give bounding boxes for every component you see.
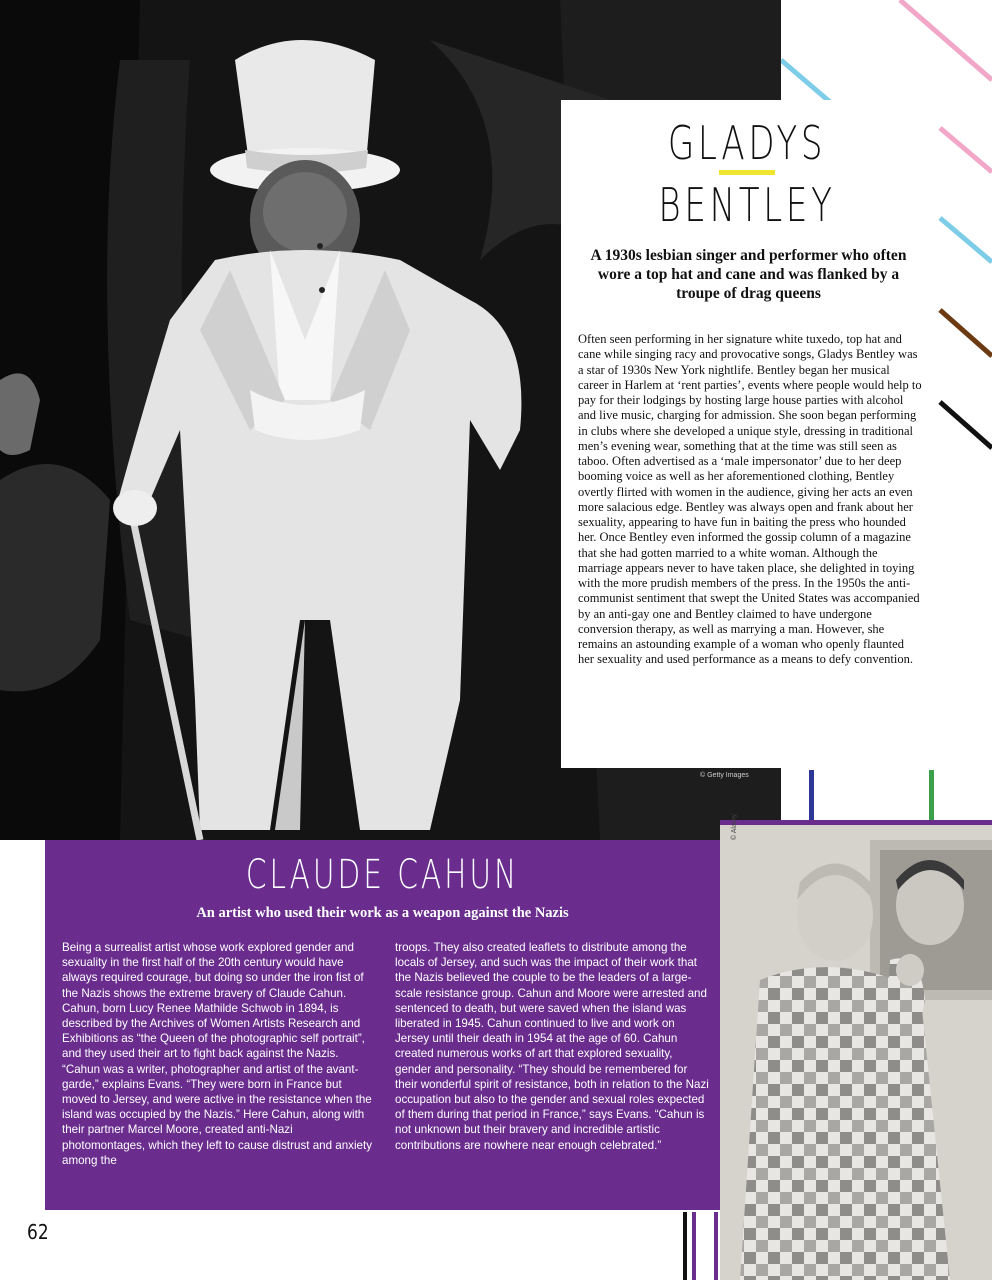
title-underline xyxy=(719,170,775,175)
title-line-1: GLADYS xyxy=(667,116,827,170)
stripe-blue-2 xyxy=(940,218,992,262)
bar-purple-left xyxy=(692,1212,696,1280)
stripe-black xyxy=(940,402,992,448)
bar-black-left xyxy=(683,1212,687,1280)
page-number: 62 xyxy=(27,1220,49,1244)
bar-purple-right xyxy=(714,1212,718,1280)
photo-credit-getty: © Getty Images xyxy=(700,772,749,779)
article-body-column-1: Being a surrealist artist whose work explored gender and sexuality in the first half of the 20th century would have always required courage, but doing so under the iron fist of the Nazis shows the extreme bravery of Claude Cahun. Cahun, born Lucy Renee Mathilde Schwob in 1894, is described by the Archives of Women Artists Research and Exhibitions as “the Queen of the photographic self portrait”, and they used their art to fight back against the Nazis. “Cahun was a writer, photographer and artist of the avant-garde,” explains Evans. “They were born in France but moved to Jersey, and were active in the resistance when the island was occupied by the Nazis.” Here Cahun, along with their partner Marcel Moore, created anti-Nazi photomontages, which they left to cause distrust and anxiety among the xyxy=(62,941,372,1167)
bar-navy xyxy=(809,770,814,820)
article-body-column-2: troops. They also created leaflets to distribute among the locals of Jersey, and such was the impact of their work that the Nazis believed the couple to be the leaders of a large-scale resistance group. Cahun and Moore were arrested and sentenced to death, but were saved when the island was liberated in 1945. Cahun continued to live and work on Jersey until their death in 1954 at the age of 60. Cahun created numerous works of art that explored sexuality, gender and personality. “They should be remembered for their wonderful spirit of resistance, both in relation to the Nazi occupation but also to the gender and sexual roles expected of them during that period in France,” says Evans. “Cahun is not unknown but their bravery and incredible artistic contributions are nowhere near enough celebrated.” xyxy=(395,941,709,1152)
article-gladys-bentley xyxy=(561,100,933,768)
stripe-brown xyxy=(940,310,992,356)
article-subtitle: A 1930s lesbian singer and performer who often wore a top hat and cane and was flanked by a troupe of drag queens xyxy=(590,247,907,302)
title-line-2: BENTLEY xyxy=(658,178,836,232)
stripe-pink-2 xyxy=(940,128,992,172)
bar-green xyxy=(929,770,934,820)
article-claude-cahun xyxy=(45,840,720,1210)
photo-credit-alamy: © Alamy xyxy=(731,813,738,840)
article-title: CLAUDE CAHUN xyxy=(245,852,520,898)
stripe-pink-1 xyxy=(900,0,992,80)
article-body: Often seen performing in her signature white tuxedo, top hat and cane while singing racy and provocative songs, Gladys Bentley was a star of 1930s New York nightlife. Bentley began her musical career in Harlem at ‘rent parties’, events where people would help to pay for their lodgings by hosting large house parties with alcohol and live music, charging for admission. She soon began performing in clubs where she developed a unique style, dressing in traditional men’s evening wear, something that at the time was still seen as taboo. Often advertised as a ‘male impersonator’ due to her deep booming voice as well as her aforementioned clothing, Bentley overtly flirted with women in the audience, giving her acts an even more salacious edge. Bentley was always open and frank about her sexuality, appearing to have fun in baiting the press who hounded her. Once Bentley even informed the gossip column of a magazine that she had gotten married to a white woman. Although the marriage appears never to have taken place, she delighted in toying with the more prudish members of the press. In the 1950s the anti-communist sentiment that swept the United States was accompanied by an anti-gay one and Bentley claimed to have undergone conversion therapy, as well as marrying a man. However, she remains an astounding example of a woman who openly flaunted her sexuality and used performance as a means to defy convention. xyxy=(578,332,922,667)
stripe-blue-1 xyxy=(781,60,830,102)
photo-top-border xyxy=(720,820,992,825)
article-subtitle: An artist who used their work as a weapon against the Nazis xyxy=(196,905,569,921)
photo-claude-cahun xyxy=(720,820,992,1280)
